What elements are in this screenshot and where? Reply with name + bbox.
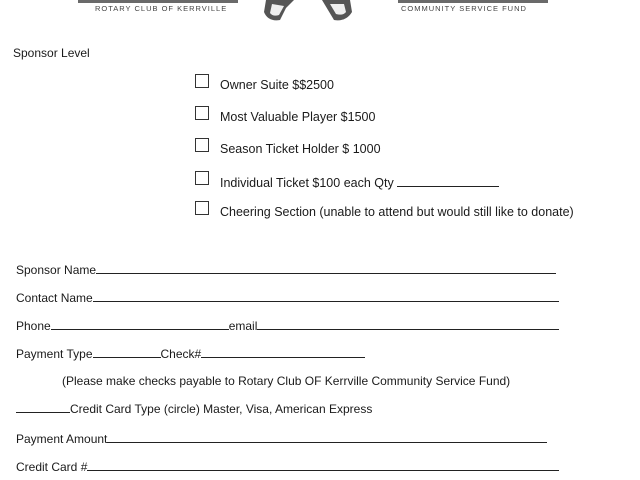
phone-label: Phone bbox=[16, 319, 51, 333]
payment-type-row bbox=[16, 347, 365, 361]
check-payable-note: (Please make checks payable to Rotary Club OF Kerrville Community Service Fund) bbox=[62, 374, 511, 388]
header-rule-left bbox=[78, 0, 238, 3]
checkbox[interactable] bbox=[195, 106, 209, 120]
email-label: email bbox=[228, 319, 258, 333]
sponsor-name-field[interactable] bbox=[96, 263, 556, 274]
qty-field[interactable] bbox=[397, 175, 499, 187]
checkbox[interactable] bbox=[195, 201, 209, 215]
check-label: Check# bbox=[160, 347, 202, 361]
option-cheering-section[interactable] bbox=[195, 205, 574, 219]
check-number-field[interactable] bbox=[201, 347, 365, 358]
phone-email-row bbox=[16, 319, 559, 333]
option-label: Cheering Section (unable to attend but would still like to donate) bbox=[220, 205, 574, 219]
checkbox[interactable] bbox=[195, 171, 209, 185]
header-rule-right bbox=[398, 0, 548, 3]
phone-field[interactable] bbox=[51, 319, 229, 330]
option-label: Owner Suite $$2500 bbox=[220, 78, 334, 92]
option-label-text: Individual Ticket $100 each Qty bbox=[220, 176, 394, 190]
header-right-text: COMMUNITY SERVICE FUND bbox=[401, 4, 527, 13]
sponsor-level-title: Sponsor Level bbox=[13, 46, 90, 60]
credit-card-number-label: Credit Card # bbox=[16, 460, 88, 474]
checkbox[interactable] bbox=[195, 74, 209, 88]
option-most-valuable-player[interactable] bbox=[195, 110, 375, 124]
payment-amount-label: Payment Amount bbox=[16, 432, 108, 446]
option-individual-ticket[interactable] bbox=[195, 175, 499, 190]
payment-amount-field[interactable] bbox=[107, 432, 547, 443]
credit-card-type-row bbox=[16, 402, 372, 416]
sponsor-name-row bbox=[16, 263, 556, 277]
payment-type-field[interactable] bbox=[93, 347, 161, 358]
payment-amount-row bbox=[16, 432, 547, 446]
contact-name-field[interactable] bbox=[93, 291, 559, 302]
email-field[interactable] bbox=[257, 319, 559, 330]
credit-card-number-field[interactable] bbox=[87, 460, 559, 471]
contact-name-row bbox=[16, 291, 559, 305]
header-left-text: ROTARY CLUB OF KERRVILLE bbox=[95, 4, 228, 13]
option-season-ticket-holder[interactable] bbox=[195, 142, 381, 156]
credit-card-number-row bbox=[16, 460, 559, 474]
option-label: Season Ticket Holder $ 1000 bbox=[220, 142, 381, 156]
option-owner-suite[interactable] bbox=[195, 78, 334, 92]
credit-card-type-mark-field[interactable] bbox=[16, 402, 70, 413]
credit-card-type-label: Credit Card Type (circle) Master, Visa, American Express bbox=[70, 402, 373, 416]
checkbox[interactable] bbox=[195, 138, 209, 152]
sponsor-name-label: Sponsor Name bbox=[16, 263, 97, 277]
contact-name-label: Contact Name bbox=[16, 291, 93, 305]
option-label bbox=[220, 175, 499, 190]
option-label: Most Valuable Player $1500 bbox=[220, 110, 376, 124]
payment-type-label: Payment Type bbox=[16, 347, 93, 361]
logo-graphic bbox=[258, 0, 358, 28]
